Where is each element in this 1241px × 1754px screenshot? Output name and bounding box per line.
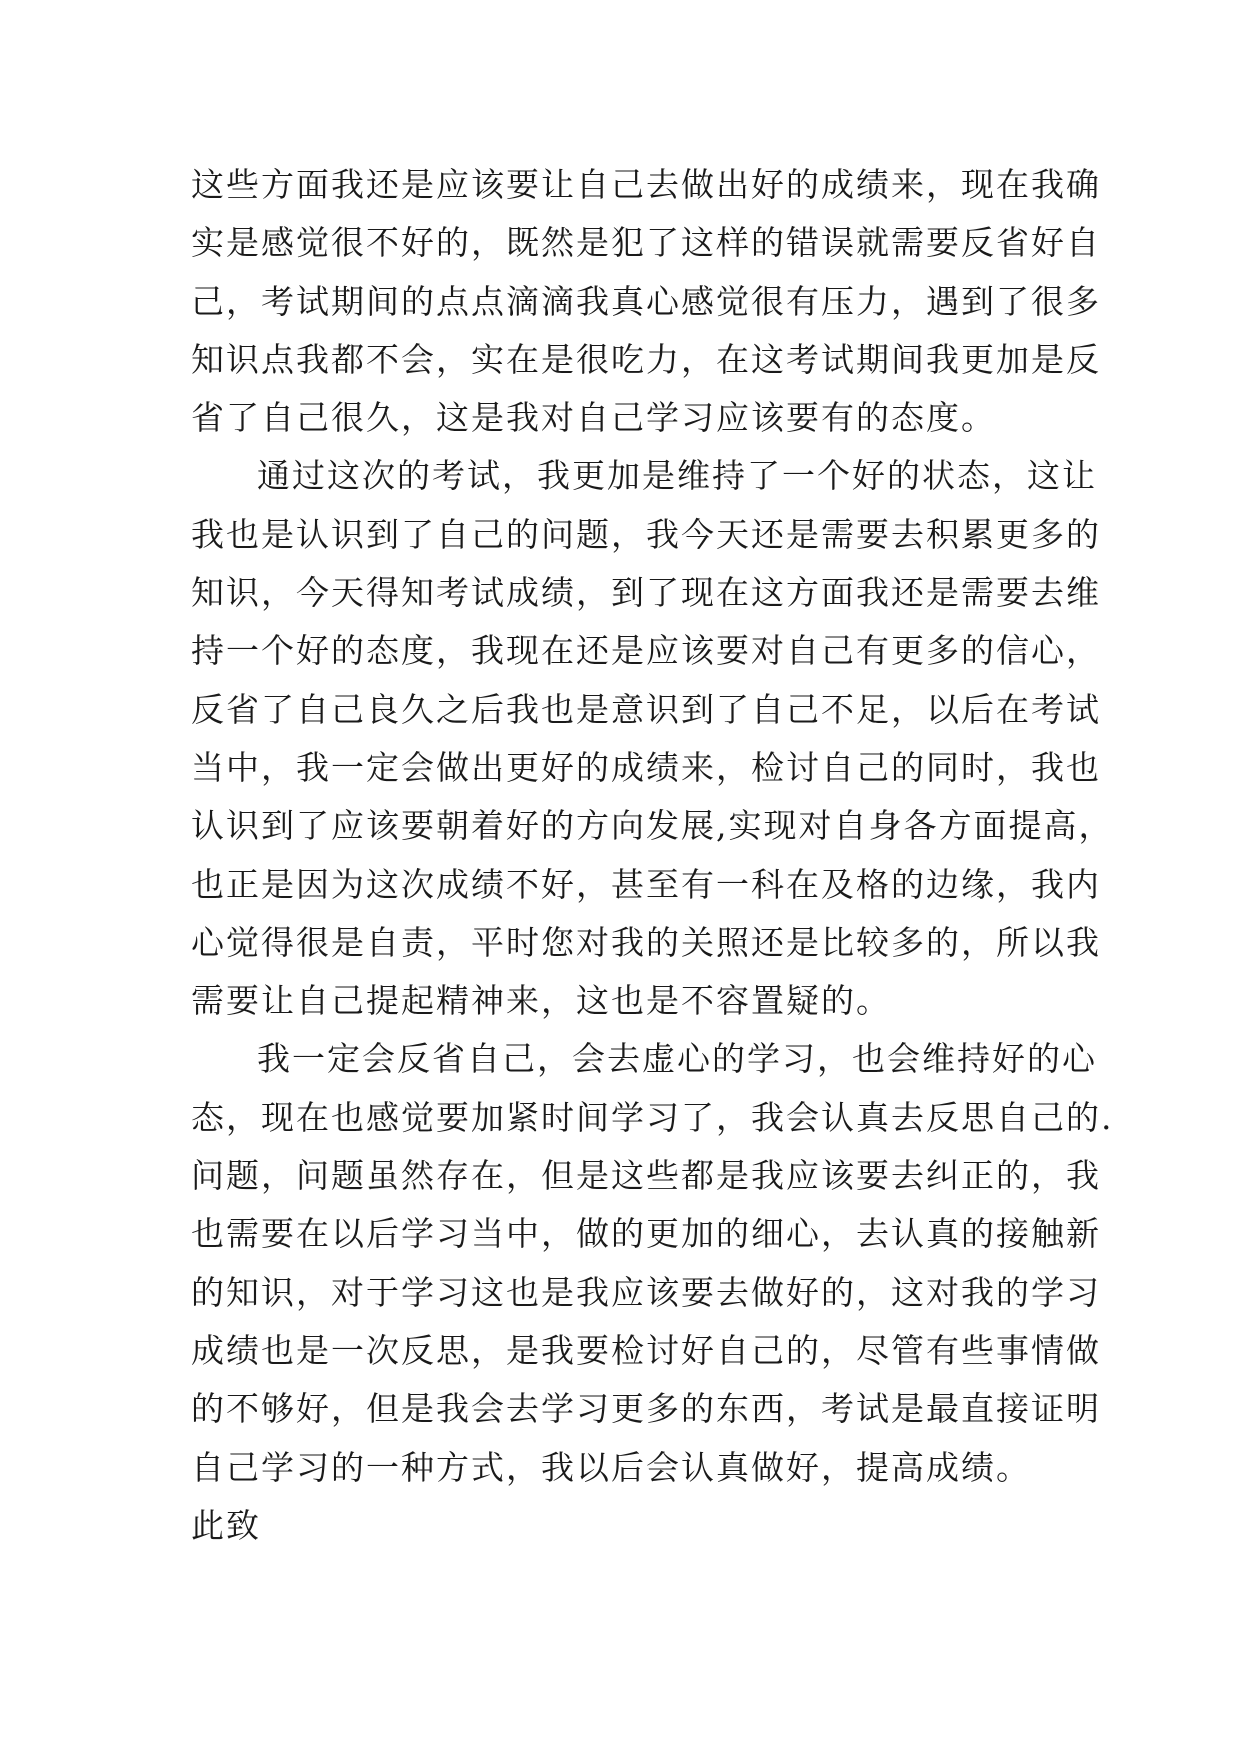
paragraph-3-line-3: 问题，问题虽然存在，但是这些都是我应该要去纠正的，我 <box>191 1156 1101 1196</box>
paragraph-1-line-1: 这些方面我还是应该要让自己去做出好的成绩来，现在我确 <box>191 165 1101 204</box>
paragraph-3-line-7: 的不够好，但是我会去学习更多的东西，考试是最直接证明 <box>191 1389 1101 1429</box>
paragraph-3-line-8: 自己学习的一种方式，我以后会认真做好，提高成绩。 <box>191 1447 1031 1487</box>
paragraph-2-line-2: 我也是认识到了自己的问题，我今天还是需要去积累更多的 <box>191 514 1101 554</box>
paragraph-2-line-4: 持一个好的态度，我现在还是应该要对自己有更多的信心， <box>191 631 1101 671</box>
paragraph-1-line-4: 知识点我都不会，实在是很吃力，在这考试期间我更加是反 <box>191 339 1101 379</box>
paragraph-3-line-2: 态，现在也感觉要加紧时间学习了，我会认真去反思自己的. <box>191 1097 1114 1137</box>
paragraph-2-line-8: 也正是因为这次成绩不好，甚至有一科在及格的边缘，我内 <box>191 864 1101 904</box>
paragraph-2-line-6: 当中，我一定会做出更好的成绩来，检讨自己的同时，我也 <box>191 747 1101 787</box>
paragraph-1-line-5: 省了自己很久，这是我对自己学习应该要有的态度。 <box>191 398 996 438</box>
paragraph-3-line-6: 成绩也是一次反思，是我要检讨好自己的，尽管有些事情做 <box>191 1330 1101 1370</box>
paragraph-2-line-1: 通过这次的考试，我更加是维持了一个好的状态，这让 <box>257 456 1097 496</box>
paragraph-2-line-3: 知识，今天得知考试成绩，到了现在这方面我还是需要去维 <box>191 573 1101 613</box>
paragraph-3-line-4: 也需要在以后学习当中，做的更加的细心，去认真的接触新 <box>191 1214 1101 1254</box>
paragraph-1-line-2: 实是感觉很不好的，既然是犯了这样的错误就需要反省好自 <box>191 223 1101 263</box>
paragraph-3-line-1: 我一定会反省自己，会去虚心的学习，也会维持好的心 <box>257 1039 1097 1079</box>
paragraph-2-line-5: 反省了自己良久之后我也是意识到了自己不足，以后在考试 <box>191 689 1101 729</box>
paragraph-3-line-5: 的知识，对于学习这也是我应该要去做好的，这对我的学习 <box>191 1272 1101 1312</box>
closing-salutation: 此致 <box>191 1505 261 1545</box>
paragraph-2-line-7: 认识到了应该要朝着好的方向发展,实现对自身各方面提高， <box>191 806 1114 846</box>
paragraph-1-line-3: 己，考试期间的点点滴滴我真心感觉很有压力，遇到了很多 <box>191 281 1101 321</box>
document-body <box>191 156 1114 1555</box>
paragraph-2-line-10: 需要让自己提起精神来，这也是不容置疑的。 <box>191 981 891 1021</box>
paragraph-2-line-9: 心觉得很是自责，平时您对我的关照还是比较多的，所以我 <box>191 922 1101 962</box>
